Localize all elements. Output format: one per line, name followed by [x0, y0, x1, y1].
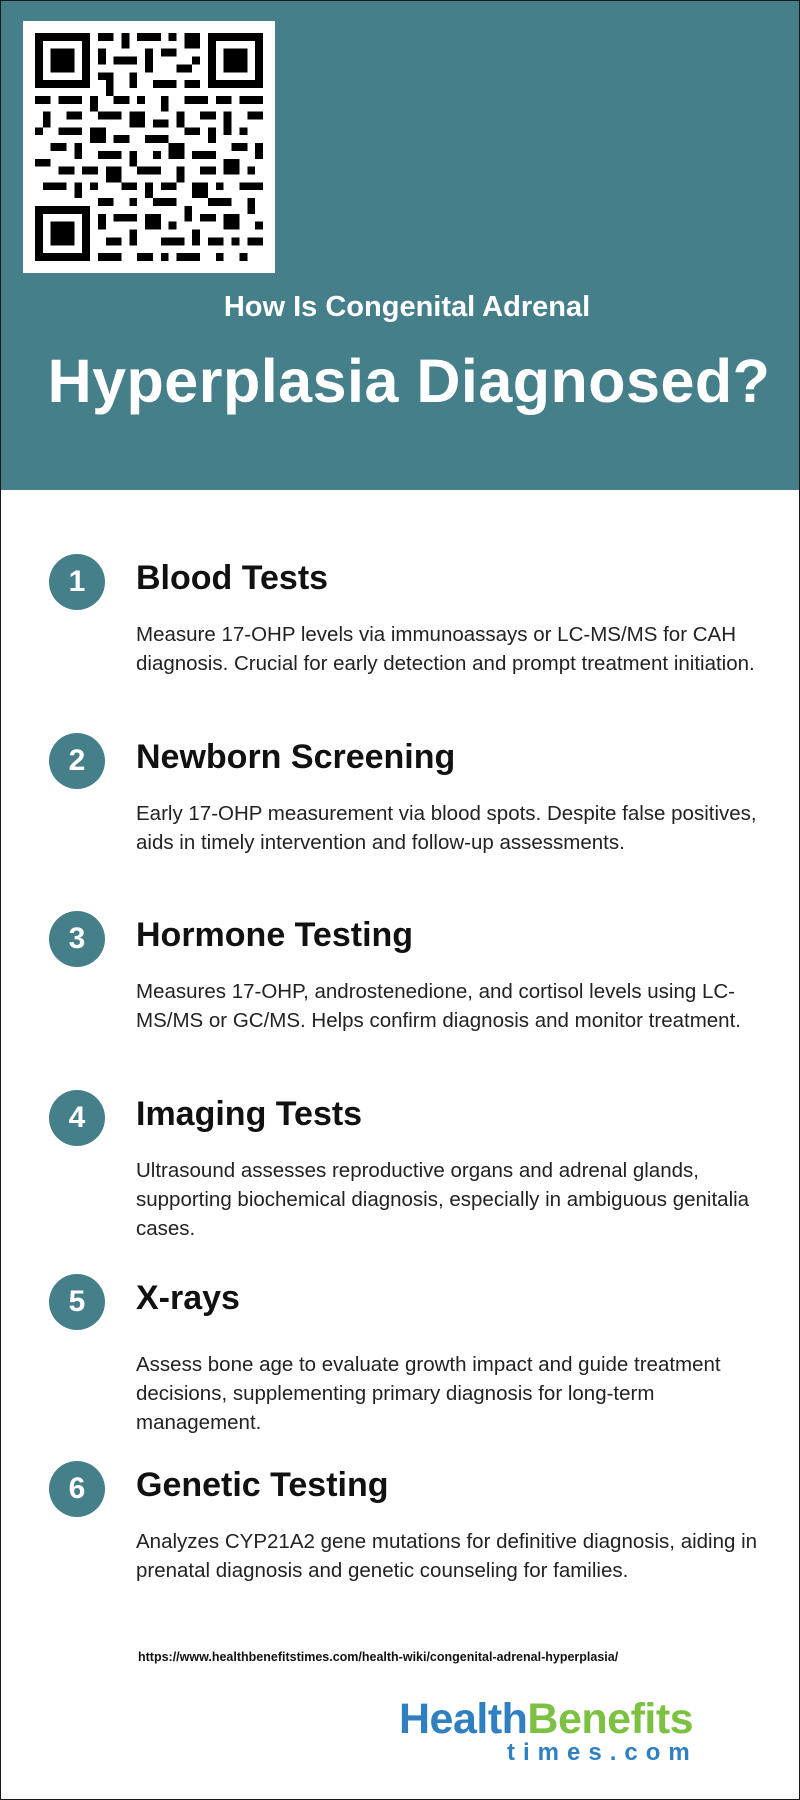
item-description: Measure 17-OHP levels via immunoassays or LC-MS/MS for CAH diagnosis. Crucial for early detection and prompt treatment initiation.: [136, 623, 755, 675]
item-description: Early 17-OHP measurement via blood spots. Despite false positives, aids in timely intervention and follow-up assessments.: [136, 802, 757, 854]
item-title: Imaging Tests: [136, 1095, 363, 1133]
item-title: Blood Tests: [136, 559, 329, 597]
number-badge: 6: [49, 1461, 105, 1517]
item-description: Analyzes CYP21A2 gene mutations for definitive diagnosis, aiding in prenatal diagnosis and genetic counseling for families.: [136, 1530, 758, 1582]
item-title: Hormone Testing: [136, 916, 414, 954]
number-badge: 3: [49, 911, 105, 967]
brand-logo: [395, 1695, 755, 1765]
source-url[interactable]: https://www.healthbenefitstimes.com/health-wiki/congenital-adrenal-hyperplasia/: [138, 1650, 619, 1664]
logo-health: Health: [399, 1695, 528, 1743]
logo-benefits: Benefits: [527, 1695, 694, 1743]
number-badge: 2: [49, 733, 105, 789]
page-title: Hyperplasia Diagnosed?: [47, 347, 771, 415]
page-subtitle: How Is Congenital Adrenal: [223, 291, 591, 323]
number-badge: 4: [49, 1090, 105, 1146]
qr-code-icon: [35, 33, 263, 261]
item-description: Assess bone age to evaluate growth impact and guide treatment decisions, supplementing primary diagnosis for long-term management.: [136, 1353, 721, 1434]
item-description: Ultrasound assesses reproductive organs and adrenal glands, supporting biochemical diagnosis, especially in ambiguous genitalia cases.: [136, 1159, 750, 1240]
item-description: Measures 17-OHP, androstenedione, and cortisol levels using LC-MS/MS or GC/MS. Helps confirm diagnosis and monitor treatment.: [136, 980, 741, 1032]
item-title: X-rays: [136, 1279, 240, 1317]
number-badge: 1: [49, 554, 105, 610]
qr-code-box: [23, 21, 275, 273]
logo-times: times.com: [507, 1739, 698, 1766]
item-title: Newborn Screening: [136, 738, 456, 776]
number-badge: 5: [49, 1274, 105, 1330]
item-title: Genetic Testing: [136, 1466, 389, 1504]
header-banner: [1, 1, 799, 490]
